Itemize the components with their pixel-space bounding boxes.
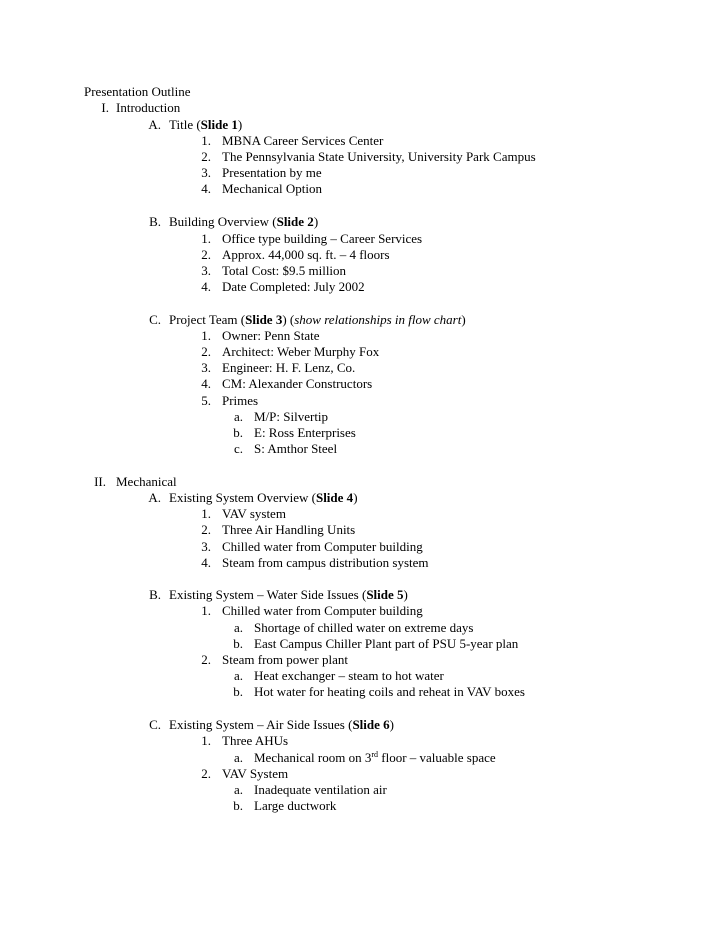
outline-item: VAV system xyxy=(222,506,286,521)
outline-item: Primes xyxy=(222,393,259,408)
section-number: I. xyxy=(101,100,109,115)
outline-item: CM: Alexander Constructors xyxy=(222,376,373,391)
section-heading: Introduction xyxy=(116,100,181,115)
sub-item: Heat exchanger – steam to hot water xyxy=(254,668,444,683)
sub-item: Mechanical room on 3rd floor – valuable space xyxy=(254,750,496,765)
slide-ref: Slide 5 xyxy=(366,587,404,602)
subsection-label: B. xyxy=(149,214,161,229)
outline-item: Total Cost: $9.5 million xyxy=(222,263,347,278)
outline-item: Date Completed: July 2002 xyxy=(222,279,365,294)
outline-item: Chilled water from Computer building xyxy=(222,539,423,554)
item-number: 4. xyxy=(201,555,211,570)
subsection-label: A. xyxy=(148,490,161,505)
outline-item: Steam from power plant xyxy=(222,652,348,667)
sub-item: S: Amthor Steel xyxy=(254,441,338,456)
item-number: 1. xyxy=(201,133,211,148)
sub-item: East Campus Chiller Plant part of PSU 5-year plan xyxy=(254,636,519,651)
subsection-label: C. xyxy=(149,717,161,732)
sub-item-letter: b. xyxy=(233,798,243,813)
document-title: Presentation Outline xyxy=(84,84,191,99)
slide-ref: Slide 1 xyxy=(200,117,238,132)
item-number: 2. xyxy=(201,522,211,537)
sub-item: Inadequate ventilation air xyxy=(254,782,387,797)
slide-ref: Slide 3 xyxy=(245,312,283,327)
subsection-heading: Existing System – Water Side Issues (Slide 5) xyxy=(169,587,408,602)
note-text: show relationships in flow chart xyxy=(294,312,462,327)
subsection-heading: Existing System – Air Side Issues (Slide 6) xyxy=(169,717,395,732)
subsection-heading: Existing System Overview (Slide 4) xyxy=(169,490,358,505)
outline-item: Mechanical Option xyxy=(222,181,322,196)
section-number: II. xyxy=(94,474,106,489)
sub-item-letter: a. xyxy=(233,750,243,765)
item-number: 2. xyxy=(201,344,211,359)
outline-item: The Pennsylvania State University, University Park Campus xyxy=(222,149,536,164)
outline-item: Engineer: H. F. Lenz, Co. xyxy=(222,360,356,375)
item-number: 3. xyxy=(201,165,211,180)
subsection-heading: Project Team (Slide 3) (show relationships in flow chart) xyxy=(169,312,466,327)
subsection-heading: Building Overview (Slide 2) xyxy=(169,214,319,229)
sub-item-letter: a. xyxy=(233,620,243,635)
item-number: 2. xyxy=(201,247,211,262)
outline-item: VAV System xyxy=(222,766,289,781)
slide-ref: Slide 4 xyxy=(315,490,354,505)
outline-item: Three Air Handling Units xyxy=(222,522,356,537)
sub-item-letter: c. xyxy=(233,441,243,456)
sub-item: Large ductwork xyxy=(254,798,337,813)
subsection-label: C. xyxy=(149,312,161,327)
item-number: 3. xyxy=(201,539,211,554)
item-number: 3. xyxy=(201,263,211,278)
item-number: 4. xyxy=(201,181,211,196)
sub-item: E: Ross Enterprises xyxy=(254,425,356,440)
item-number: 1. xyxy=(201,506,211,521)
outline-item: Owner: Penn State xyxy=(222,328,320,343)
outline-item: Presentation by me xyxy=(222,165,322,180)
subsection-heading: Title (Slide 1) xyxy=(169,117,243,132)
item-number: 1. xyxy=(201,231,211,246)
outline-item: Approx. 44,000 sq. ft. – 4 floors xyxy=(222,247,390,262)
item-number: 2. xyxy=(201,149,211,164)
item-number: 2. xyxy=(201,652,211,667)
subsection-label: B. xyxy=(149,587,161,602)
section-heading: Mechanical xyxy=(116,474,177,489)
outline-item: Steam from campus distribution system xyxy=(222,555,429,570)
sub-item: Hot water for heating coils and reheat in VAV boxes xyxy=(254,684,525,699)
outline-item: Architect: Weber Murphy Fox xyxy=(222,344,380,359)
slide-ref: Slide 6 xyxy=(352,717,390,732)
subsection-label: A. xyxy=(148,117,161,132)
item-number: 4. xyxy=(201,279,211,294)
sub-item-letter: a. xyxy=(233,409,243,424)
sub-item-letter: a. xyxy=(233,668,243,683)
outline-item: Office type building – Career Services xyxy=(222,231,423,246)
sub-item: M/P: Silvertip xyxy=(254,409,329,424)
item-number: 1. xyxy=(201,328,211,343)
item-number: 1. xyxy=(201,603,211,618)
sub-item-letter: b. xyxy=(233,425,243,440)
item-number: 4. xyxy=(201,376,211,391)
item-number: 1. xyxy=(201,733,211,748)
item-number: 5. xyxy=(201,393,211,408)
outline-item: Three AHUs xyxy=(222,733,289,748)
sub-item: Shortage of chilled water on extreme days xyxy=(254,620,474,635)
outline-item: MBNA Career Services Center xyxy=(222,133,384,148)
slide-ref: Slide 2 xyxy=(276,214,314,229)
outline-item: Chilled water from Computer building xyxy=(222,603,423,618)
sub-item-letter: a. xyxy=(233,782,243,797)
item-number: 2. xyxy=(201,766,211,781)
sub-item-letter: b. xyxy=(233,684,243,699)
sub-item-letter: b. xyxy=(233,636,243,651)
item-number: 3. xyxy=(201,360,211,375)
